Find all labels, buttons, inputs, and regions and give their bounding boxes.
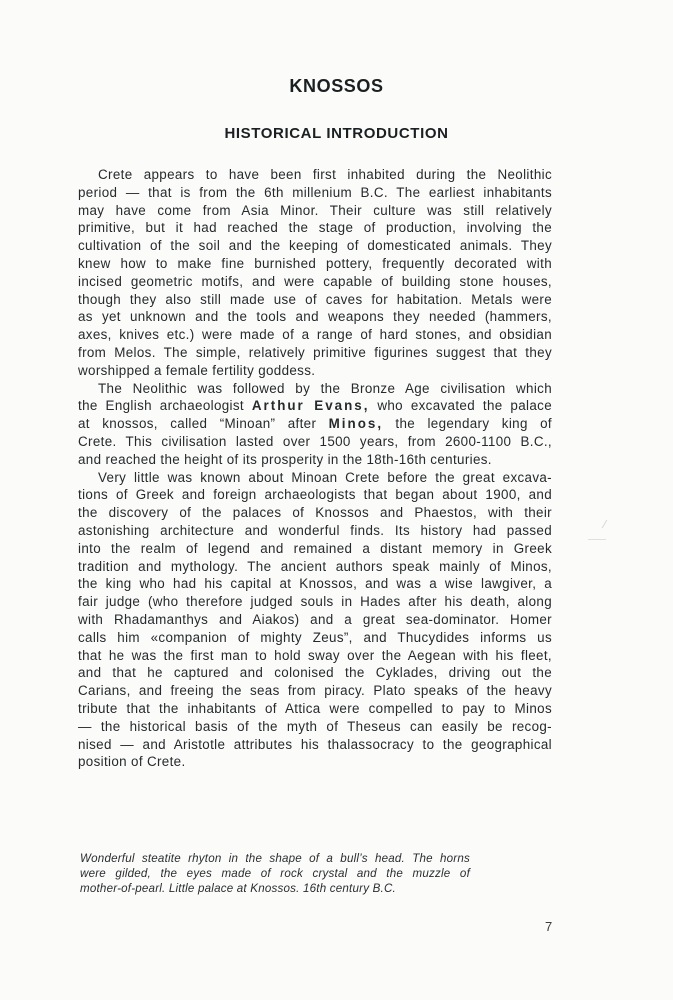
text-run: who excavated the palace [369, 398, 552, 414]
text-line: Crete appears to have been first inhabited during the Neolithic [98, 167, 552, 182]
page-title: KNOSSOS [289, 76, 384, 96]
text-line: Crete. This civilisation lasted over 1500 years, from 2600-1100 B.C., [78, 433, 552, 449]
text-line: fair judge (who therefore judged souls in Hades after his death, along [78, 594, 552, 610]
text-line: position of Crete. [78, 754, 186, 770]
text-line: from Melos. The simple, relatively primitive figurines suggest that they [78, 344, 552, 360]
caption-line: Wonderful steatite rhyton in the shape of a bull’s head. The horns [80, 852, 470, 865]
text-line: the discovery of the palaces of Knossos and Phaestos, with their [78, 505, 552, 521]
text-line: axes, knives etc.) were made of a range of hard stones, and obsidian [78, 327, 552, 343]
text-line: tribute that the inhabitants of Attica were compelled to pay to Minos [78, 700, 552, 716]
text-line: — the historical basis of the myth of Theseus can easily be recog- [78, 718, 552, 734]
page-number: 7 [545, 919, 553, 934]
text-run: the English archaeologist [78, 398, 252, 414]
name-arthur-evans: Arthur Evans, [251, 398, 370, 414]
text-line: and reached the height of its prosperity in the 18th-16th centuries. [78, 451, 492, 467]
margin-rule [588, 539, 606, 540]
text-run: the legendary king of [383, 416, 552, 432]
text-line: knew how to make fine burnished pottery, frequently decorated with [78, 255, 552, 271]
text-line: may have come from Asia Minor. Their culture was still relatively [78, 202, 552, 218]
text-line: cultivation of the soil and the keeping of domesticated animals. They [78, 238, 552, 254]
text-line: Carians, and freeing the seas from piracy. Plato speaks of the heavy [78, 683, 552, 699]
text-line: incised geometric motifs, and were capable of building stone houses, [78, 273, 552, 289]
text-line [78, 397, 552, 415]
caption-line: mother-of-pearl. Little palace at Knossos. 16th century B.C. [80, 882, 396, 895]
text-line: nised — and Aristotle attributes his thalassocracy to the geographical [78, 736, 552, 752]
text-line: and that he captured and colonised the Cyklades, driving out the [78, 665, 552, 681]
margin-mark [596, 520, 608, 528]
text-line: Very little was known about Minoan Crete before the great excava- [98, 469, 552, 485]
text-line: primitive, but it had reached the stage of production, involving the [78, 220, 552, 236]
text-line: as yet unknown and the tools and weapons they needed (hammers, [78, 309, 552, 325]
text-line: period — that is from the 6th millenium B.C. The earliest inhabitants [78, 184, 552, 200]
paragraph-1 [78, 166, 552, 380]
text-line: astonishing architecture and wonderful finds. Its history had passed [78, 522, 552, 538]
text-line: The Neolithic was followed by the Bronze Age civilisation which [98, 380, 552, 396]
section-title: HISTORICAL INTRODUCTION [224, 125, 449, 142]
text-line: though they also still made use of caves for habitation. Metals were [78, 291, 552, 307]
caption-line: were gilded, the eyes made of rock crystal and the muzzle of [80, 867, 470, 880]
text-run: at knossos, called “Minoan” after [78, 416, 329, 432]
body-text [78, 166, 552, 771]
text-line: with Rhadamanthys and Aiakos) and a great sea-dominator. Homer [78, 611, 552, 627]
text-line: calls him «companion of mighty Zeus”, and Thucydides informs us [78, 629, 552, 645]
paragraph-3 [78, 469, 552, 772]
text-line [78, 415, 552, 433]
text-line: the king who had his capital at Knossos, and was a wise lawgiver, a [78, 576, 552, 592]
paragraph-2 [78, 380, 552, 469]
text-line: that he was the first man to hold sway over the Aegean with his fleet, [78, 647, 552, 663]
text-line: worshipped a female fertility goddess. [78, 362, 316, 378]
name-minos: Minos, [328, 416, 384, 432]
text-line: tions of Greek and foreign archaeologists that began about 1900, and [78, 487, 552, 503]
image-caption [80, 851, 470, 896]
text-line: into the realm of legend and remained a distant memory in Greek [78, 540, 552, 556]
text-line: tradition and mythology. The ancient authors speak mainly of Minos, [78, 558, 552, 574]
